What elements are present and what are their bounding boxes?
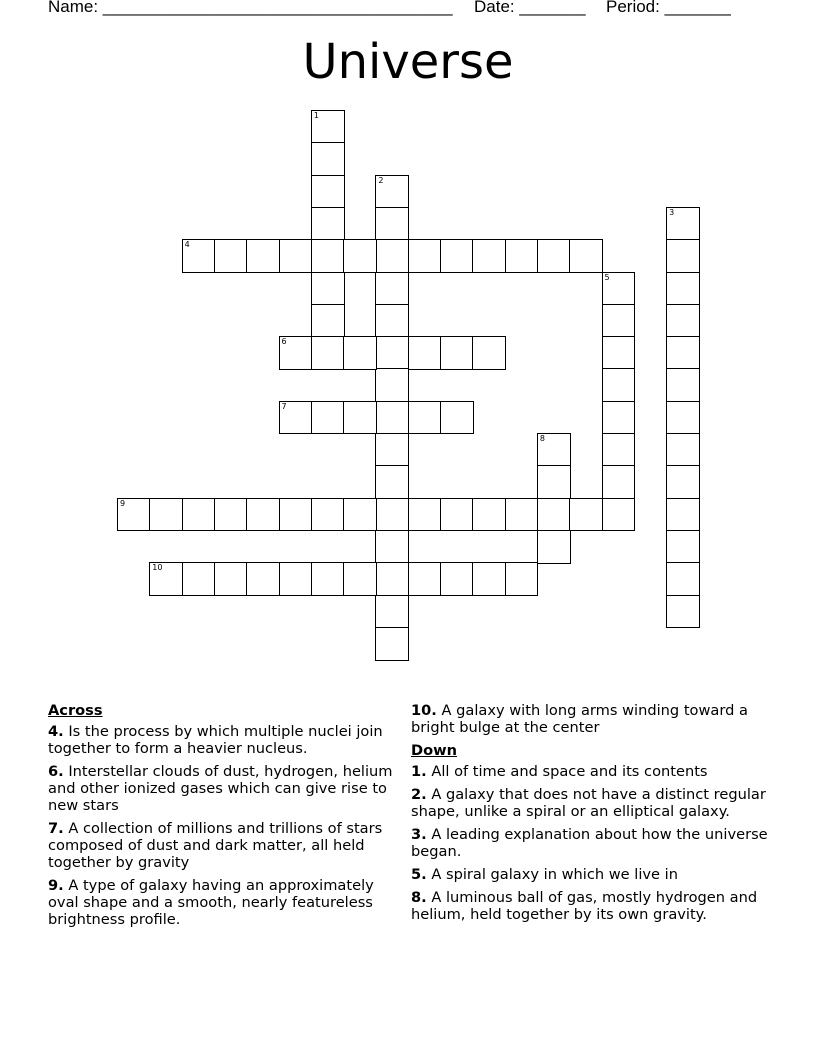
grid-cell[interactable] (375, 239, 409, 273)
grid-cell[interactable] (311, 142, 345, 176)
grid-cell[interactable] (279, 239, 313, 273)
grid-cell[interactable] (375, 530, 409, 564)
date-field[interactable]: Date: _______ (474, 0, 586, 16)
grid-cell[interactable] (537, 465, 571, 499)
grid-cell[interactable] (246, 239, 280, 273)
clue-number: 10 (152, 563, 163, 573)
grid-cell[interactable] (182, 239, 216, 273)
grid-cell[interactable] (149, 498, 183, 532)
grid-cell[interactable] (182, 562, 216, 596)
grid-cell[interactable] (375, 627, 409, 661)
grid-cell[interactable] (375, 465, 409, 499)
grid-cell[interactable] (408, 336, 442, 370)
grid-cell[interactable] (375, 207, 409, 241)
across-heading: Across (48, 702, 103, 719)
grid-cell[interactable] (149, 562, 183, 596)
grid-cell[interactable] (666, 207, 700, 241)
grid-cell[interactable] (375, 304, 409, 338)
clue-across-9: 9. A type of galaxy having an approximately oval shape and a smooth, nearly featureless brightness profile. (48, 877, 374, 928)
grid-cell[interactable] (505, 562, 539, 596)
grid-cell[interactable] (472, 562, 506, 596)
grid-cell[interactable] (666, 433, 700, 467)
grid-cell[interactable] (246, 498, 280, 532)
grid-cell[interactable] (375, 498, 409, 532)
clue-down-3: 3. A leading explanation about how the universe began. (411, 826, 768, 860)
grid-cell[interactable] (375, 595, 409, 629)
grid-cell[interactable] (666, 595, 700, 629)
grid-cell[interactable] (408, 498, 442, 532)
grid-cell[interactable] (472, 336, 506, 370)
grid-cell[interactable] (569, 498, 603, 532)
grid-cell[interactable] (214, 498, 248, 532)
grid-cell[interactable] (182, 498, 216, 532)
grid-cell[interactable] (666, 272, 700, 306)
clues-left-column (48, 702, 393, 934)
grid-cell[interactable] (666, 368, 700, 402)
clue-number: 5 (604, 272, 610, 282)
clue-down-1: 1. All of time and space and its contents (411, 763, 708, 780)
grid-cell[interactable] (440, 239, 474, 273)
grid-cell[interactable] (343, 401, 377, 435)
grid-cell[interactable] (602, 336, 636, 370)
grid-cell[interactable] (666, 465, 700, 499)
grid-cell[interactable] (311, 401, 345, 435)
grid-cell[interactable] (408, 401, 442, 435)
clue-across-6: 6. Interstellar clouds of dust, hydrogen, helium and other ionized gases which can give rise to new stars (48, 763, 393, 814)
grid-cell[interactable] (311, 336, 345, 370)
grid-cell[interactable] (602, 272, 636, 306)
grid-cell[interactable] (375, 562, 409, 596)
clue-number: 3 (669, 207, 675, 217)
clue-number: 1 (313, 111, 319, 120)
grid-cell[interactable] (602, 433, 636, 467)
grid-cell[interactable] (666, 401, 700, 435)
grid-cell[interactable] (666, 304, 700, 338)
grid-cell[interactable] (343, 498, 377, 532)
grid-cell[interactable] (505, 239, 539, 273)
grid-cell[interactable] (311, 239, 345, 273)
grid-cell[interactable] (666, 498, 700, 532)
grid-cell[interactable] (666, 336, 700, 370)
grid-cell[interactable] (375, 368, 409, 402)
clues-right-column (411, 702, 771, 929)
grid-cell[interactable] (311, 110, 345, 144)
grid-cell[interactable] (666, 530, 700, 564)
grid-cell[interactable] (311, 304, 345, 338)
grid-cell[interactable] (472, 498, 506, 532)
grid-cell[interactable] (537, 530, 571, 564)
clue-across-4: 4. Is the process by which multiple nuclei join together to form a heavier nucleus. (48, 723, 383, 757)
clue-across-7: 7. A collection of millions and trillions of stars composed of dust and dark matter, all held together by gravity (48, 820, 383, 871)
grid-cell[interactable] (602, 498, 636, 532)
grid-cell[interactable] (666, 239, 700, 273)
grid-cell[interactable] (537, 498, 571, 532)
grid-cell[interactable] (343, 562, 377, 596)
name-field[interactable]: Name: _____________________________________ (48, 0, 453, 16)
grid-cell[interactable] (214, 562, 248, 596)
grid-cell[interactable] (375, 175, 409, 209)
grid-cell[interactable] (375, 433, 409, 467)
grid-cell[interactable] (311, 207, 345, 241)
clue-number: 7 (281, 401, 287, 411)
clue-down-5: 5. A spiral galaxy in which we live in (411, 866, 678, 883)
grid-cell[interactable] (375, 272, 409, 306)
down-heading: Down (411, 742, 458, 759)
grid-cell[interactable] (440, 562, 474, 596)
grid-cell[interactable] (343, 336, 377, 370)
clue-number: 2 (378, 175, 384, 185)
grid-cell[interactable] (537, 433, 571, 467)
grid-cell[interactable] (408, 562, 442, 596)
page-title: Universe (302, 34, 514, 90)
grid-cell[interactable] (569, 239, 603, 273)
grid-cell[interactable] (408, 239, 442, 273)
grid-cell[interactable] (602, 304, 636, 338)
grid-cell[interactable] (246, 562, 280, 596)
grid-cell[interactable] (279, 401, 313, 435)
clue-number: 8 (539, 434, 545, 443)
grid-cell[interactable] (440, 336, 474, 370)
grid-cell[interactable] (440, 401, 474, 435)
grid-cell[interactable] (311, 562, 345, 596)
grid-cell[interactable] (472, 239, 506, 273)
grid-cell[interactable] (537, 239, 571, 273)
grid-cell[interactable] (311, 272, 345, 306)
grid-cell[interactable] (602, 401, 636, 435)
clue-number: 9 (120, 498, 126, 508)
grid-cell[interactable] (505, 498, 539, 532)
clue-down-2: 2. A galaxy that does not have a distinct regular shape, unlike a spiral or an elliptical galaxy. (411, 786, 766, 820)
period-field[interactable]: Period: _______ (606, 0, 731, 16)
grid-cell[interactable] (311, 498, 345, 532)
clue-across-10: 10. A galaxy with long arms winding toward a bright bulge at the center (411, 702, 748, 736)
grid-cell[interactable] (279, 498, 313, 532)
grid-cell[interactable] (117, 498, 151, 532)
grid-cell[interactable] (440, 498, 474, 532)
grid-cell[interactable] (602, 465, 636, 499)
clue-number: 6 (281, 337, 287, 347)
grid-cell[interactable] (602, 368, 636, 402)
grid-cell[interactable] (214, 239, 248, 273)
clue-number: 4 (184, 240, 190, 250)
grid-cell[interactable] (666, 562, 700, 596)
clue-down-8: 8. A luminous ball of gas, mostly hydrogen and helium, held together by its own gravity. (411, 889, 758, 923)
grid-cell[interactable] (311, 175, 345, 209)
grid-cell[interactable] (343, 239, 377, 273)
grid-cell[interactable] (279, 336, 313, 370)
grid-cell[interactable] (279, 562, 313, 596)
grid-cell[interactable] (375, 401, 409, 435)
grid-cell[interactable] (375, 336, 409, 370)
